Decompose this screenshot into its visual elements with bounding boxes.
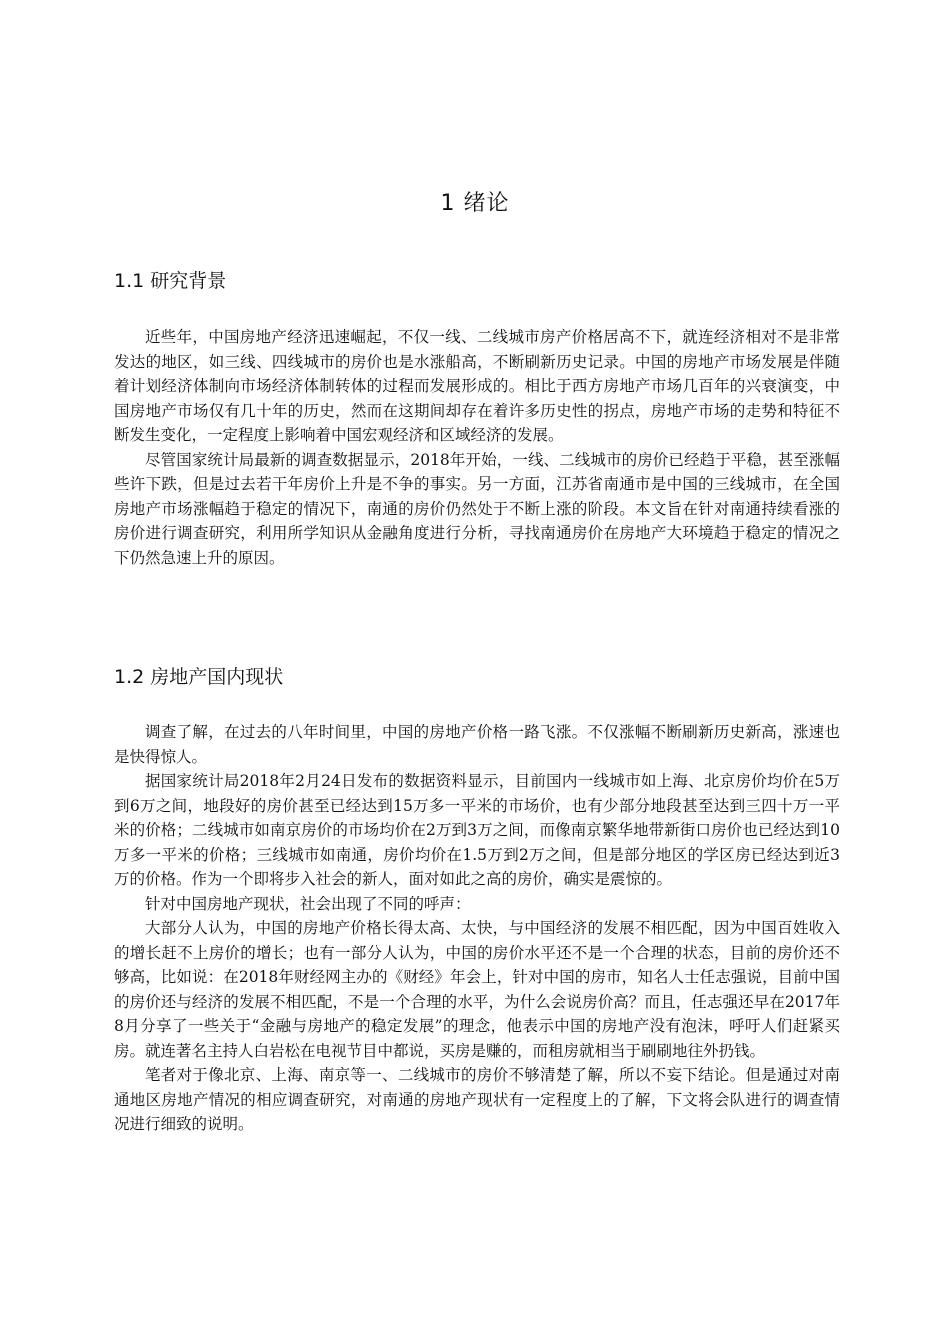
- paragraph: 据国家统计局2018年2月24日发布的数据资料显示，目前国内一线城市如上海、北京房价均价在5万到6万之间，地段好的房价甚至已经达到15万多一平米的市场价，也有少部分地段甚至达到三四十万一平米的价格；二线城市如南京房价的市场均价在2万到3万之间，而像南京繁华地带新街口房价也已经达到10万多一平米的价格；三线城市如南通，房价均价在1.5万到2万之间，但是部分地区的学区房已经达到近3万的价格。作为一个即将步入社会的新人，面对如此之高的房价，确实是震惊的。: [114, 772, 840, 888]
- section-title-domestic-status: 1.2 房地产国内现状: [114, 666, 284, 688]
- paragraph: 大部分人认为，中国的房地产价格长得太高、太快，与中国经济的发展不相匹配，因为中国百姓收入的增长赶不上房价的增长；也有一部分人认为，中国的房价水平还不是一个合理的状态，目前的房价还不够高，比如说：在2018年财经网主办的《财经》年会上，针对中国的房市，知名人士任志强说，目前中国的房价还与经济的发展不相匹配，不是一个合理的水平，为什么会说房价高？而且，任志强还早在2017年8月分享了一些关于“金融与房地产的稳定发展”的理念，他表示中国的房地产没有泡沫，呼吁人们赶紧买房。就连著名主持人白岩松在电视节目中都说，买房是赚的，而租房就相当于刷刷地往外扔钱。: [114, 919, 840, 1060]
- section-body-research-background: [114, 325, 840, 570]
- paragraph: 近些年，中国房地产经济迅速崛起，不仅一线、二线城市房产价格居高不下，就连经济相对不是非常发达的地区，如三线、四线城市的房价也是水涨船高，不断刷新历史记录。中国的房地产市场发展是伴随着计划经济体制向市场经济体制转体的过程而发展形成的。相比于西方房地产市场几百年的兴衰演变，中国房地产市场仅有几十年的历史，然而在这期间却存在着许多历史性的拐点，房地产市场的走势和特征不断发生变化，一定程度上影响着中国宏观经济和区域经济的发展。: [114, 328, 840, 444]
- paragraph: 针对中国房地产现状，社会出现了不同的呼声：: [145, 894, 471, 913]
- paragraph: 笔者对于像北京、上海、南京等一、二线城市的房价不够清楚了解，所以不妄下结论。但是通过对南通地区房地产情况的相应调查研究，对南通的房地产现状有一定程度上的了解，下文将会队进行的调查情况进行细致的说明。: [114, 1066, 840, 1133]
- chapter-title: 1 绪论: [440, 191, 510, 216]
- paragraph: 尽管国家统计局最新的调查数据显示，2018年开始，一线、二线城市的房价已经趋于平稳，甚至涨幅些许下跌，但是过去若干年房价上升是不争的事实。另一方面，江苏省南通市是中国的三线城市，在全国房地产市场涨幅趋于稳定的情况下，南通的房价仍然处于不断上涨的阶段。本文旨在针对南通持续看涨的房价进行调查研究，利用所学知识从金融角度进行分析，寻找南通房价在房地产大环境趋于稳定的情况之下仍然急速上升的原因。: [114, 450, 840, 567]
- section-title-research-background: 1.1 研究背景: [114, 270, 227, 292]
- paragraph: 调查了解，在过去的八年时间里，中国的房地产价格一路飞涨。不仅涨幅不断刷新历史新高，涨速也是快得惊人。: [114, 723, 840, 766]
- section-body-domestic-status: [114, 720, 840, 1137]
